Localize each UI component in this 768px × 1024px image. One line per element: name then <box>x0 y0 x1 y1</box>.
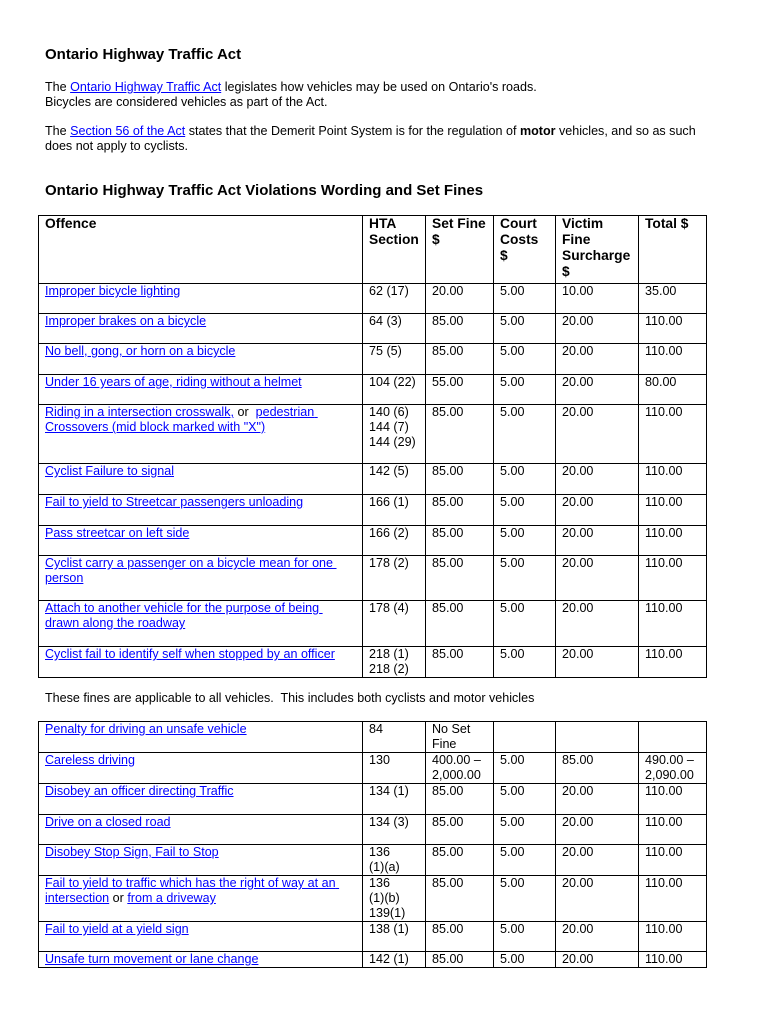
total-cell: 110.00 <box>639 344 707 375</box>
court-costs-cell: 5.00 <box>494 952 556 968</box>
offence-text: or <box>109 891 128 905</box>
victim-fine-surcharge-cell: 20.00 <box>556 922 639 952</box>
offence-cell <box>39 375 363 405</box>
offence-link[interactable]: Under 16 years of age, riding without a helmet <box>45 375 302 389</box>
victim-fine-surcharge-cell: 20.00 <box>556 375 639 405</box>
page-title: Ontario Highway Traffic Act <box>45 46 242 63</box>
offence-link[interactable]: Disobey Stop Sign, Fail to Stop <box>45 845 219 859</box>
offence-text: or <box>233 405 256 419</box>
set-fine-cell: 20.00 <box>426 284 494 314</box>
intro-line: Bicycles are considered vehicles as part of the Act. <box>45 94 328 109</box>
set-fine-cell: 55.00 <box>426 375 494 405</box>
offence-link[interactable]: Cyclist carry a passenger on a bicycle mean for one person <box>45 556 337 585</box>
set-fine-cell: 400.00 – 2,000.00 <box>426 753 494 784</box>
header-row <box>39 216 707 284</box>
offence-cell <box>39 845 363 876</box>
hta-section-cell: 142 (5) <box>363 464 426 495</box>
victim-fine-surcharge-cell: 20.00 <box>556 815 639 845</box>
set-fine-cell: 85.00 <box>426 405 494 464</box>
total-cell: 80.00 <box>639 375 707 405</box>
court-costs-cell: 5.00 <box>494 284 556 314</box>
set-fine-cell: 85.00 <box>426 344 494 375</box>
offence-link[interactable]: Improper bicycle lighting <box>45 284 181 298</box>
court-costs-cell: 5.00 <box>494 344 556 375</box>
court-costs-cell: 5.00 <box>494 405 556 464</box>
demerit-text: The <box>45 124 71 138</box>
table-row <box>39 284 707 314</box>
offence-link[interactable]: Fail to yield to traffic which has the right of way at an intersection <box>45 876 340 905</box>
offence-link[interactable]: Cyclist Failure to signal <box>45 464 174 478</box>
intro-text: legislates how vehicles may be used on Ontario's roads. <box>221 80 537 94</box>
total-cell: 110.00 <box>639 556 707 601</box>
total-cell: 110.00 <box>639 815 707 845</box>
table-body <box>39 284 707 678</box>
offence-cell <box>39 922 363 952</box>
intro-line <box>45 80 537 95</box>
offence-link[interactable]: Fail to yield at a yield sign <box>45 922 189 936</box>
total-cell: 110.00 <box>639 464 707 495</box>
offence-cell <box>39 952 363 968</box>
hta-section-cell: 166 (2) <box>363 526 426 556</box>
hta-section-cell: 130 <box>363 753 426 784</box>
victim-fine-surcharge-cell: 20.00 <box>556 526 639 556</box>
victim-fine-surcharge-cell: 20.00 <box>556 647 639 678</box>
offence-cell <box>39 815 363 845</box>
total-cell: 110.00 <box>639 314 707 344</box>
victim-fine-surcharge-cell: 20.00 <box>556 314 639 344</box>
court-costs-cell: 5.00 <box>494 815 556 845</box>
offence-cell <box>39 314 363 344</box>
table-row <box>39 647 707 678</box>
demerit-text: states that the Demerit Point System is for the regulation of <box>185 124 520 138</box>
offence-link[interactable]: Attach to another vehicle for the purpose of being drawn along the roadway <box>45 601 323 630</box>
offence-link[interactable]: Penalty for driving an unsafe vehicle <box>45 722 247 736</box>
court-costs-cell: 5.00 <box>494 556 556 601</box>
table-body <box>39 722 707 968</box>
set-fine-cell: 85.00 <box>426 876 494 922</box>
table-row <box>39 876 707 922</box>
total-cell: 110.00 <box>639 784 707 815</box>
total-cell: 110.00 <box>639 495 707 526</box>
set-fine-cell: 85.00 <box>426 647 494 678</box>
bold-term: motor <box>519 124 556 138</box>
set-fine-cell: 85.00 <box>426 464 494 495</box>
hta-section-cell: 178 (4) <box>363 601 426 647</box>
hta-section-cell: 136 (1)(b) 139(1) <box>363 876 426 922</box>
table-row <box>39 601 707 647</box>
victim-fine-surcharge-cell: 85.00 <box>556 753 639 784</box>
all-vehicles-note: These fines are applicable to all vehicles. This includes both cyclists and motor vehicles <box>45 691 535 705</box>
set-fine-cell: 85.00 <box>426 495 494 526</box>
hta-section-cell: 178 (2) <box>363 556 426 601</box>
set-fine-cell: 85.00 <box>426 784 494 815</box>
hta-section-cell: 64 (3) <box>363 314 426 344</box>
violations-fines-table <box>38 215 707 678</box>
set-fine-cell: 85.00 <box>426 556 494 601</box>
table-row <box>39 722 707 753</box>
total-cell: 35.00 <box>639 284 707 314</box>
offence-link[interactable]: Drive on a closed road <box>45 815 171 829</box>
table-row <box>39 314 707 344</box>
court-costs-cell: 5.00 <box>494 314 556 344</box>
all-vehicles-fines-table <box>38 721 707 968</box>
set-fine-cell: 85.00 <box>426 815 494 845</box>
section-heading: Ontario Highway Traffic Act Violations Wording and Set Fines <box>45 182 484 199</box>
set-fine-cell: No Set Fine <box>426 722 494 753</box>
hta-section-cell: 166 (1) <box>363 495 426 526</box>
court-costs-cell: 5.00 <box>494 464 556 495</box>
offence-cell <box>39 526 363 556</box>
total-cell: 490.00 – 2,090.00 <box>639 753 707 784</box>
hta-section-cell: 104 (22) <box>363 375 426 405</box>
table-row <box>39 815 707 845</box>
victim-fine-surcharge-cell: 20.00 <box>556 784 639 815</box>
court-costs-cell: 5.00 <box>494 922 556 952</box>
set-fine-cell: 85.00 <box>426 601 494 647</box>
total-cell <box>639 722 707 753</box>
victim-fine-surcharge-cell: 20.00 <box>556 495 639 526</box>
offence-cell <box>39 556 363 601</box>
hta-section-cell: 134 (3) <box>363 815 426 845</box>
court-costs-cell: 5.00 <box>494 876 556 922</box>
offence-link[interactable]: Pass streetcar on left side <box>45 526 190 540</box>
victim-fine-surcharge-cell: 10.00 <box>556 284 639 314</box>
victim-fine-surcharge-cell: 20.00 <box>556 876 639 922</box>
victim-fine-surcharge-cell: 20.00 <box>556 845 639 876</box>
hta-section-header: HTA Section <box>363 216 426 284</box>
set-fine-header: Set Fine $ <box>426 216 494 284</box>
total-cell: 110.00 <box>639 922 707 952</box>
total-cell: 110.00 <box>639 952 707 968</box>
total-cell: 110.00 <box>639 647 707 678</box>
court-costs-cell: 5.00 <box>494 601 556 647</box>
table-row <box>39 495 707 526</box>
total-cell: 110.00 <box>639 526 707 556</box>
offence-cell <box>39 464 363 495</box>
offence-cell <box>39 722 363 753</box>
offence-cell <box>39 601 363 647</box>
court-costs-cell: 5.00 <box>494 647 556 678</box>
table-row <box>39 375 707 405</box>
court-costs-cell: 5.00 <box>494 495 556 526</box>
court-costs-cell: 5.00 <box>494 526 556 556</box>
set-fine-cell: 85.00 <box>426 845 494 876</box>
offence-link[interactable]: Disobey an officer directing Traffic <box>45 784 234 798</box>
court-costs-cell: 5.00 <box>494 375 556 405</box>
set-fine-cell: 85.00 <box>426 922 494 952</box>
offence-link[interactable]: No bell, gong, or horn on a bicycle <box>45 344 236 358</box>
victim-fine-surcharge-cell: 20.00 <box>556 556 639 601</box>
offence-link[interactable]: Improper brakes on a bicycle <box>45 314 207 328</box>
table-row <box>39 922 707 952</box>
offence-header: Offence <box>39 216 363 284</box>
hta-section-cell: 62 (17) <box>363 284 426 314</box>
total-cell: 110.00 <box>639 601 707 647</box>
table-row <box>39 753 707 784</box>
set-fine-cell: 85.00 <box>426 952 494 968</box>
offence-link[interactable]: Cyclist fail to identify self when stopped by an officer <box>45 647 335 661</box>
offence-link[interactable]: Riding in a intersection crosswalk, <box>45 405 234 419</box>
total-cell: 110.00 <box>639 876 707 922</box>
demerit-line: does not apply to cyclists. <box>45 138 188 153</box>
demerit-text: vehicles, and so as such <box>555 124 696 138</box>
total-cell: 110.00 <box>639 405 707 464</box>
hta-section-cell: 142 (1) <box>363 952 426 968</box>
court-costs-cell <box>494 722 556 753</box>
victim-fine-surcharge-cell: 20.00 <box>556 344 639 375</box>
hta-section-cell: 84 <box>363 722 426 753</box>
section-56-link[interactable]: Section 56 of the Act <box>70 124 186 138</box>
table-row <box>39 344 707 375</box>
set-fine-cell: 85.00 <box>426 526 494 556</box>
offence-link[interactable]: Fail to yield to Streetcar passengers unloading <box>45 495 304 509</box>
court-costs-cell: 5.00 <box>494 845 556 876</box>
victim-fine-surcharge-cell: 20.00 <box>556 405 639 464</box>
hta-section-cell: 75 (5) <box>363 344 426 375</box>
total-cell: 110.00 <box>639 845 707 876</box>
victim-fine-surcharge-cell <box>556 722 639 753</box>
table-row <box>39 952 707 968</box>
offence-link[interactable]: Unsafe turn movement or lane change <box>45 952 259 966</box>
offence-link[interactable]: Careless driving <box>45 753 135 767</box>
offence-cell <box>39 647 363 678</box>
intro-text: The <box>45 80 71 94</box>
total-header: Total $ <box>639 216 707 284</box>
table-row <box>39 464 707 495</box>
table-row <box>39 556 707 601</box>
court-costs-cell: 5.00 <box>494 784 556 815</box>
offence-cell <box>39 495 363 526</box>
hta-section-cell: 140 (6) 144 (7) 144 (29) <box>363 405 426 464</box>
highway-traffic-act-link[interactable]: Ontario Highway Traffic Act <box>70 80 222 94</box>
offence-cell <box>39 405 363 464</box>
table-row <box>39 784 707 815</box>
victim-fine-surcharge-cell: 20.00 <box>556 601 639 647</box>
table-header <box>39 216 707 284</box>
court-costs-cell: 5.00 <box>494 753 556 784</box>
offence-cell <box>39 344 363 375</box>
victim-fine-surcharge-cell: 20.00 <box>556 464 639 495</box>
intro-paragraph <box>45 80 537 109</box>
demerit-line <box>45 124 696 139</box>
offence-cell <box>39 876 363 922</box>
court-costs-header: Court Costs $ <box>494 216 556 284</box>
hta-section-cell: 138 (1) <box>363 922 426 952</box>
demerit-paragraph <box>45 124 696 153</box>
set-fine-cell: 85.00 <box>426 314 494 344</box>
table-row <box>39 845 707 876</box>
victim-fine-surcharge-header: Victim Fine Surcharge $ <box>556 216 639 284</box>
hta-section-cell: 136 (1)(a) <box>363 845 426 876</box>
offence-cell <box>39 753 363 784</box>
hta-section-cell: 218 (1) 218 (2) <box>363 647 426 678</box>
table-row <box>39 526 707 556</box>
offence-cell <box>39 284 363 314</box>
hta-section-cell: 134 (1) <box>363 784 426 815</box>
victim-fine-surcharge-cell: 20.00 <box>556 952 639 968</box>
offence-link[interactable]: from a driveway <box>127 891 216 905</box>
table-row <box>39 405 707 464</box>
offence-cell <box>39 784 363 815</box>
offence-link[interactable]: pedestrian Crossovers (mid block marked with "X") <box>45 405 318 434</box>
